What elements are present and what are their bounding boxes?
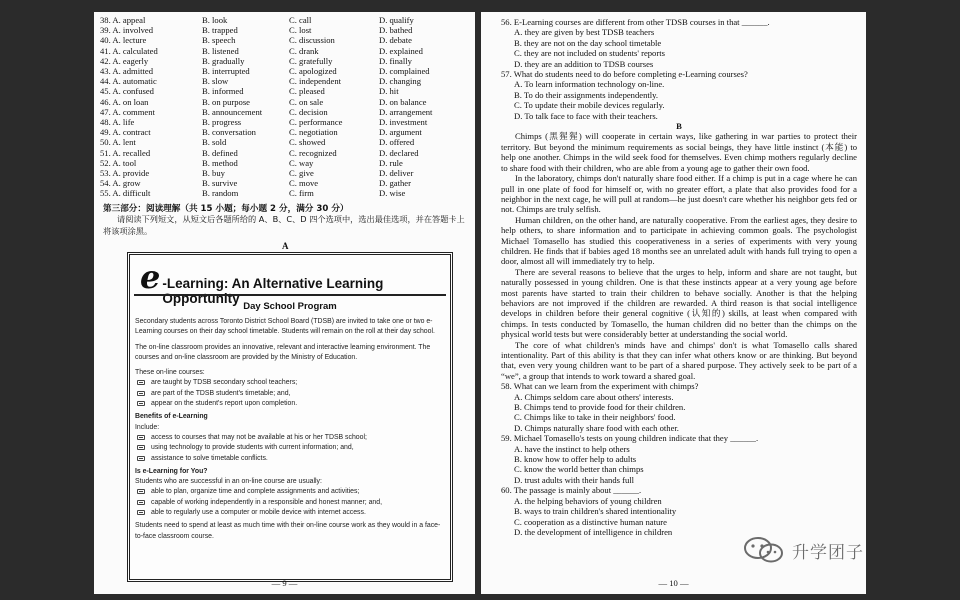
cloze-option: C. negotiation [289, 127, 338, 138]
cloze-option-row [100, 35, 470, 45]
cloze-option: C. firm [289, 188, 314, 199]
answer-option: A. To learn information technology on-line. [514, 79, 665, 90]
ad-subtitle: Day School Program [243, 301, 337, 312]
cloze-option: 53. A. provide [100, 168, 150, 179]
question-58-options [501, 392, 857, 434]
cloze-option: B. trapped [202, 25, 238, 36]
ad-list-item [151, 399, 442, 409]
cloze-option: B. speech [202, 35, 236, 46]
ad-courses-list [135, 378, 442, 409]
answer-option: B. know how to offer help to adults [514, 454, 637, 465]
cloze-option-row [100, 97, 470, 107]
cloze-option: C. move [289, 178, 319, 189]
passage-paragraph: The core of what children's minds have and chimps' don't is what Tomasello calls shared intentionality. Part of this ability is that they can infer what others know or are thinking. But beyond that, even very young children want to be part of a shared purpose. They actively seek to be part of a “we”, a group that intends to work toward a shared goal. [501, 339, 857, 381]
cloze-option: D. bathed [379, 25, 413, 36]
answer-option: D. To talk face to face with their teachers. [514, 110, 658, 121]
ad-list-item-text: access to courses that may not be available at his or her TDSB school; [151, 433, 367, 441]
right-page [481, 12, 866, 594]
cloze-option: B. listened [202, 45, 239, 56]
passage-paragraph: Human children, on the other hand, are naturally cooperative. From the earliest ages, they desire to help others, to share information and to participate in achieving common goals. The psychologist Michael Tomasello has studied this cooperativeness in a series of experiments with very young children. He finds that if babies aged 18 months see an unrelated adult with hands full trying to open a door, almost all will immediately try to help. [501, 214, 857, 267]
passage-paragraph: In the laboratory, chimps don't naturally share food either. If a chimp is put in a cage where he can pull in one plate of food for himself or, with no greater effort, a plate that also provides food for a neighbor in the next cage, he will pull at random—he just doesn't care whether his neighbor gets fed or not. Chimps are truly selfish. [501, 173, 857, 215]
answer-option: B. they are not on the day school timetable [514, 37, 662, 48]
bullet-box-icon [137, 435, 145, 440]
answer-option: C. Chimps like to take in their neighbors' food. [514, 412, 676, 423]
ad-list-item-text: able to regularly use a computer or mobile device with internet access. [151, 509, 366, 517]
ad-list-item-text: are taught by TDSB secondary school teachers; [151, 379, 298, 387]
question-57-options [501, 79, 857, 121]
cloze-option: B. gradually [202, 55, 245, 66]
ad-list-item [151, 389, 442, 399]
cloze-option: 40. A. lecture [100, 35, 147, 46]
cloze-option: C. apologized [289, 66, 337, 77]
watermark [742, 536, 864, 564]
question-59-options [501, 444, 857, 486]
cloze-option: D. offered [379, 137, 415, 148]
ad-list-item-text: capable of working independently in a responsible and honest manner; and, [151, 498, 382, 506]
answer-option: C. know the world better than chimps [514, 464, 644, 475]
page-number-left: — 9 — [271, 578, 298, 588]
cloze-option: D. finally [379, 55, 412, 66]
cloze-option: 51. A. recalled [100, 147, 151, 158]
instruction-text: 请阅读下列短文，从短文后各题所给的 A、B、C、D 四个选项中，选出最佳选项，并在答题卡上将该项涂黑。 [103, 214, 465, 236]
ad-closing: Students need to spend at least as much time with their on-line course work as they would in a face-to-face classroom course. [135, 522, 441, 540]
answer-option: A. the helping behaviors of young children [514, 495, 662, 506]
question-59-stem: 59. Michael Tomasello's tests on young children indicate that they ______. [501, 433, 759, 444]
cloze-option: D. wise [379, 188, 406, 199]
ad-who-lead: Students who are successful in an on-line course are usually: [135, 478, 322, 486]
cloze-option: C. way [289, 157, 314, 168]
left-page [94, 12, 475, 594]
cloze-option: 52. A. tool [100, 157, 137, 168]
cloze-option: D. rule [379, 157, 403, 168]
ad-para2: The on-line classroom provides an innovative, relevant and interactive learning environment. The courses and on-line classroom are provided by the Ministry of Education. [135, 343, 431, 361]
bullet-box-icon [137, 456, 145, 461]
section-heading: 第三部分：阅读理解（共 15 小题；每小题 2 分，满分 30 分） [103, 204, 349, 214]
answer-option: D. they are an addition to TDSB courses [514, 58, 654, 69]
question-57-stem: 57. What do students need to do before completing e-Learning courses? [501, 69, 748, 80]
cloze-option-row [100, 188, 470, 198]
cloze-option: D. argument [379, 127, 422, 138]
cloze-option-row [100, 158, 470, 168]
answer-option: A. Chimps seldom care about others' interests. [514, 391, 674, 402]
cloze-option: C. performance [289, 117, 343, 128]
cloze-option: B. interrupted [202, 66, 250, 77]
ad-courses-lead: These on-line courses: [135, 369, 205, 377]
cloze-option: 38. A. appeal [100, 15, 146, 25]
cloze-option: B. conversation [202, 127, 256, 138]
elearning-ad [127, 252, 453, 582]
cloze-option: D. complained [379, 66, 430, 77]
answer-option: A. have the instinct to help others [514, 443, 630, 454]
cloze-option: C. decision [289, 106, 328, 117]
cloze-option: 44. A. automatic [100, 76, 157, 87]
ad-benefits-heading: Benefits of e-Learning [135, 413, 208, 421]
ad-list-item [151, 454, 442, 464]
ad-title [140, 258, 450, 306]
bullet-box-icon [137, 380, 145, 385]
question-56-options [501, 27, 857, 69]
cloze-option: B. progress [202, 117, 242, 128]
passage-b-text [501, 131, 857, 381]
cloze-option: C. recognized [289, 147, 337, 158]
ad-title-text: -Learning: An Alternative Learning Opportunity [162, 276, 384, 306]
ad-who-list [135, 487, 442, 518]
cloze-option: C. showed [289, 137, 326, 148]
ad-list-item [151, 443, 442, 453]
cloze-option: C. gratefully [289, 55, 333, 66]
passage-a-label: A [282, 241, 289, 251]
cloze-option-row [100, 76, 470, 86]
cloze-option: B. informed [202, 86, 244, 97]
ad-title-e: e [140, 258, 161, 296]
cloze-option-row [100, 66, 470, 76]
answer-option: C. cooperation as a distinctive human nature [514, 516, 667, 527]
cloze-option: 45. A. confused [100, 86, 154, 97]
passage-paragraph: Chimps (黑猩猩) will cooperate in certain ways, like gathering in war parties to protect their territory. But beyond the minimum requirements as social beings, they have little instinct (本能) to help one another. Chimps in the wild seek food for themselves. Even chimp mothers regularly decline to share food with their children, who are able from a young age to gather their own food. [501, 131, 857, 173]
question-56-stem: 56. E-Learning courses are different from other TDSB courses in that ______. [501, 17, 770, 27]
cloze-option: D. qualify [379, 15, 414, 25]
ad-benefits-list [135, 433, 442, 464]
cloze-option-row [100, 15, 470, 25]
cloze-option: B. sold [202, 137, 227, 148]
bullet-box-icon [137, 489, 145, 494]
cloze-option-row [100, 137, 470, 147]
ad-list-item [151, 508, 442, 518]
ad-list-item-text: appear on the student's report upon completion. [151, 400, 298, 408]
answer-option: D. trust adults with their hands full [514, 474, 635, 485]
ad-list-item-text: able to plan, organize time and complete assignments and activities; [151, 488, 360, 496]
cloze-option-row [100, 86, 470, 96]
answer-option: B. To do their assignments independently. [514, 89, 659, 100]
question-58-stem: 58. What can we learn from the experiment with chimps? [501, 381, 699, 392]
ad-list-item-text: assistance to solve timetable conflicts. [151, 454, 268, 462]
cloze-option-row [100, 56, 470, 66]
cloze-option: B. look [202, 15, 228, 25]
answer-option: B. Chimps tend to provide food for their children. [514, 402, 686, 413]
cloze-option: B. defined [202, 147, 238, 158]
ad-list-item-text: are part of the TDSB student's timetable; and, [151, 389, 291, 397]
cloze-option: D. declared [379, 147, 419, 158]
ad-list-item-text: using technology to provide students with current information; and, [151, 444, 354, 452]
cloze-option: D. explained [379, 45, 423, 56]
ad-benefits-lead: Include: [135, 423, 160, 431]
question-60-stem: 60. The passage is mainly about ______. [501, 485, 642, 496]
answer-option: C. To update their mobile devices regularly. [514, 100, 665, 111]
cloze-option: C. give [289, 168, 314, 179]
cloze-option-row [100, 117, 470, 127]
cloze-option: 55. A. difficult [100, 188, 151, 199]
answer-option: D. Chimps naturally share food with each other. [514, 422, 679, 433]
cloze-option: C. independent [289, 76, 342, 87]
ad-who-heading: Is e-Learning for You? [135, 467, 208, 475]
cloze-option: B. on purpose [202, 96, 250, 107]
cloze-option: B. random [202, 188, 239, 199]
cloze-option-row [100, 127, 470, 137]
cloze-option: D. gather [379, 178, 411, 189]
cloze-option-row [100, 25, 470, 35]
cloze-option: 49. A. contract [100, 127, 151, 138]
cloze-option: D. debate [379, 35, 412, 46]
cloze-option: 46. A. on loan [100, 96, 149, 107]
cloze-option: 39. A. involved [100, 25, 153, 36]
wechat-icon [742, 536, 786, 564]
cloze-option: C. lost [289, 25, 312, 36]
cloze-option-row [100, 107, 470, 117]
bullet-box-icon [137, 401, 145, 406]
passage-paragraph: There are several reasons to believe that the urges to help, inform and share are not taught, but naturally possessed in young children. One is that these instincts appear at a very young age before most parents have started to train their children to behave socially. Another is that the helping behaviors are not improved if the children are rewarded. A third reason is that social intelligence develops in children before their general cognitive (认知的) skills, at least when compared with chimps. In tests conducted by Tomasello, the human children did no better than the chimps on the physical world tests but were considerably better at understanding the social world. [501, 266, 857, 340]
answer-option: A. they are given by best TDSB teachers [514, 27, 655, 38]
cloze-option: 48. A. life [100, 117, 135, 128]
cloze-option: D. investment [379, 117, 428, 128]
cloze-options-table [100, 15, 470, 199]
answer-option: D. the development of intelligence in children [514, 526, 673, 537]
cloze-option: 47. A. comment [100, 106, 155, 117]
cloze-option: 50. A. lent [100, 137, 136, 148]
bullet-box-icon [137, 510, 145, 515]
cloze-option: 54. A. grow [100, 178, 141, 189]
passage-b-label: B [676, 121, 682, 132]
bullet-box-icon [137, 445, 145, 450]
ad-list-item [151, 487, 442, 497]
cloze-option: D. on balance [379, 96, 427, 107]
cloze-option-row [100, 46, 470, 56]
bullet-box-icon [137, 500, 145, 505]
ad-list-item [151, 378, 442, 388]
cloze-option-row [100, 178, 470, 188]
cloze-option: B. method [202, 157, 238, 168]
answer-option: B. ways to train children's shared intentionality [514, 506, 677, 517]
ad-intro: Secondary students across Toronto District School Board (TDSB) are invited to take one or two e-Learning courses on their day school timetable. Students will remain on the roll at their day school. [135, 318, 435, 336]
questions-56-57 [501, 17, 857, 537]
cloze-option: B. buy [202, 168, 225, 179]
ad-list-item [151, 498, 442, 508]
cloze-option: D. hit [379, 86, 399, 97]
cloze-option: C. discussion [289, 35, 335, 46]
cloze-option: C. call [289, 15, 312, 25]
ad-body [135, 317, 442, 547]
cloze-option-row [100, 148, 470, 158]
cloze-option-row [100, 168, 470, 178]
cloze-option: 43. A. admitted [100, 66, 153, 77]
cloze-option: D. changing [379, 76, 422, 87]
cloze-option: B. survive [202, 178, 238, 189]
cloze-option: D. deliver [379, 168, 414, 179]
cloze-option: 41. A. calculated [100, 45, 158, 56]
page-number-right: — 10 — [658, 578, 689, 588]
ad-list-item [151, 433, 442, 443]
bullet-box-icon [137, 391, 145, 396]
watermark-text: 升学团子 [792, 542, 864, 563]
cloze-option: D. arrangement [379, 106, 433, 117]
answer-option: C. they are not included on students' reports [514, 48, 665, 59]
cloze-option: C. pleased [289, 86, 325, 97]
ad-divider [134, 294, 446, 296]
cloze-option: 42. A. eagerly [100, 55, 149, 66]
cloze-option: C. drank [289, 45, 319, 56]
cloze-option: B. slow [202, 76, 229, 87]
question-60-options [501, 496, 857, 538]
cloze-option: C. on sale [289, 96, 324, 107]
cloze-option: B. announcement [202, 106, 263, 117]
